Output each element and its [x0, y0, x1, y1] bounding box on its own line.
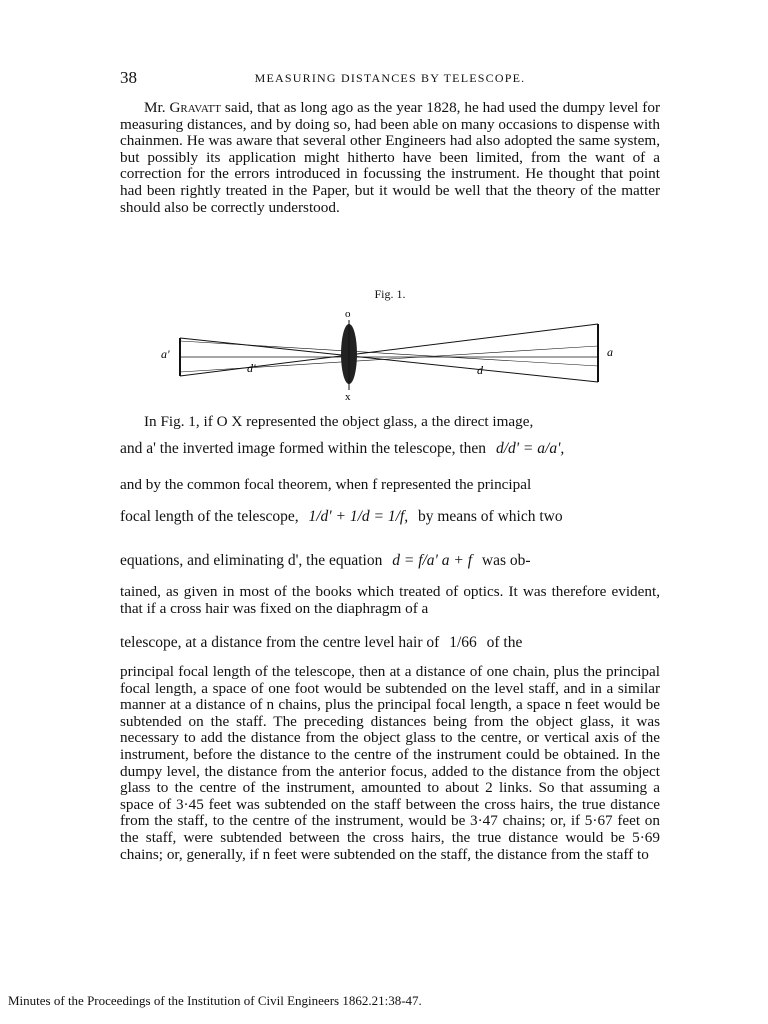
- label-a-prime: a': [161, 347, 170, 361]
- theory-line5-tail: was ob-: [481, 552, 531, 569]
- theory-line7-text: telescope, at a distance from the centre level hair of: [120, 634, 440, 651]
- equation-line-5: [120, 552, 660, 570]
- paragraph-gravatt: [120, 100, 660, 216]
- page-number: 38: [120, 68, 137, 87]
- theory-line4-text: focal length of the telescope,: [120, 508, 299, 525]
- paragraph-theory-line1: [120, 414, 660, 431]
- label-x: x: [345, 391, 351, 402]
- label-d-prime: d': [247, 361, 256, 375]
- theory-line4-tail: by means of which two: [417, 508, 563, 525]
- speaker-prefix: Mr.: [144, 99, 166, 116]
- running-title: MEASURING DISTANCES BY TELESCOPE.: [254, 71, 526, 85]
- theory-line1: In Fig. 1, if O X represented the object glass, a the direct image,: [144, 413, 534, 430]
- fraction-1-66: 1/66: [449, 634, 477, 651]
- theory-line5-text: equations, and eliminating d', the equation: [120, 552, 383, 569]
- equation-focal: 1/d' + 1/d = 1/f,: [308, 508, 409, 525]
- theory-line2-text: and a' the inverted image formed within the telescope, then: [120, 440, 487, 457]
- equation-distance: d = f/a' a + f: [392, 552, 473, 569]
- theory-paragraph-rest: principal focal length of the telescope, then at a distance of one chain, plus the principal focal length, a space of one foot would be subtended on the level staff, and in a similar manner at a distance of n chains, plus the principal focal length, a space n feet would be subtended on the staff. The preceding distances being from the object glass, it was necessary to add the distance from the object glass to the centre, or vertical axis of the instrument, before the distance to the centre of the instrument could be obtained. In the dumpy level, the distance from the anterior focus, added to the distance from the object glass to the centre of the instrument, amounted to about 2 links. So that assuming a space of 3·45 feet was subtended on the staff between the cross hairs, the true distance from the staff, to the centre of the instrument, would be 3·47 chains; or, if 5·67 feet on the staff, were subtended between the cross hairs, the true distance would be 5·69 chains; or, generally, if n feet were subtended on the staff, the distance from the staff to: [120, 663, 660, 863]
- theory-line3: and by the common focal theorem, when f represented the principal: [120, 476, 532, 493]
- figure-caption: Fig. 1.: [374, 287, 406, 301]
- optics-figure: [155, 306, 625, 402]
- equation-line-2: [120, 440, 660, 458]
- equation-line-4: [120, 508, 660, 526]
- speaker-name: Gravatt: [169, 99, 221, 116]
- citation-footnote: Minutes of the Proceedings of the Institution of Civil Engineers 1862.21:38-47.: [8, 993, 422, 1008]
- running-header: [120, 68, 660, 88]
- equation-line-7: [120, 634, 660, 652]
- label-a: a: [607, 345, 613, 359]
- equation-ratio: d/d' = a/a',: [495, 440, 565, 457]
- theory-line6: tained, as given in most of the books which treated of optics. It was therefore evident, that if a cross hair was fixed on the diaphragm of a: [120, 583, 660, 617]
- theory-line7-tail: of the: [486, 634, 523, 651]
- label-d: d: [477, 363, 483, 377]
- paragraph-body: said, that as long ago as the year 1828, he had used the dumpy level for measuring distances, and by doing so, had been able on many occasions to dispense with chainmen. He was aware that several other Engineers had also adopted the same system, but possibly its application might hitherto have been limited, from the want of a correction for the errors introduced in focussing the instrument. He thought that point had been rightly treated in the Paper, but it would be well that the theory of the matter should also be correctly understood.: [120, 99, 661, 216]
- label-o: o: [345, 308, 351, 320]
